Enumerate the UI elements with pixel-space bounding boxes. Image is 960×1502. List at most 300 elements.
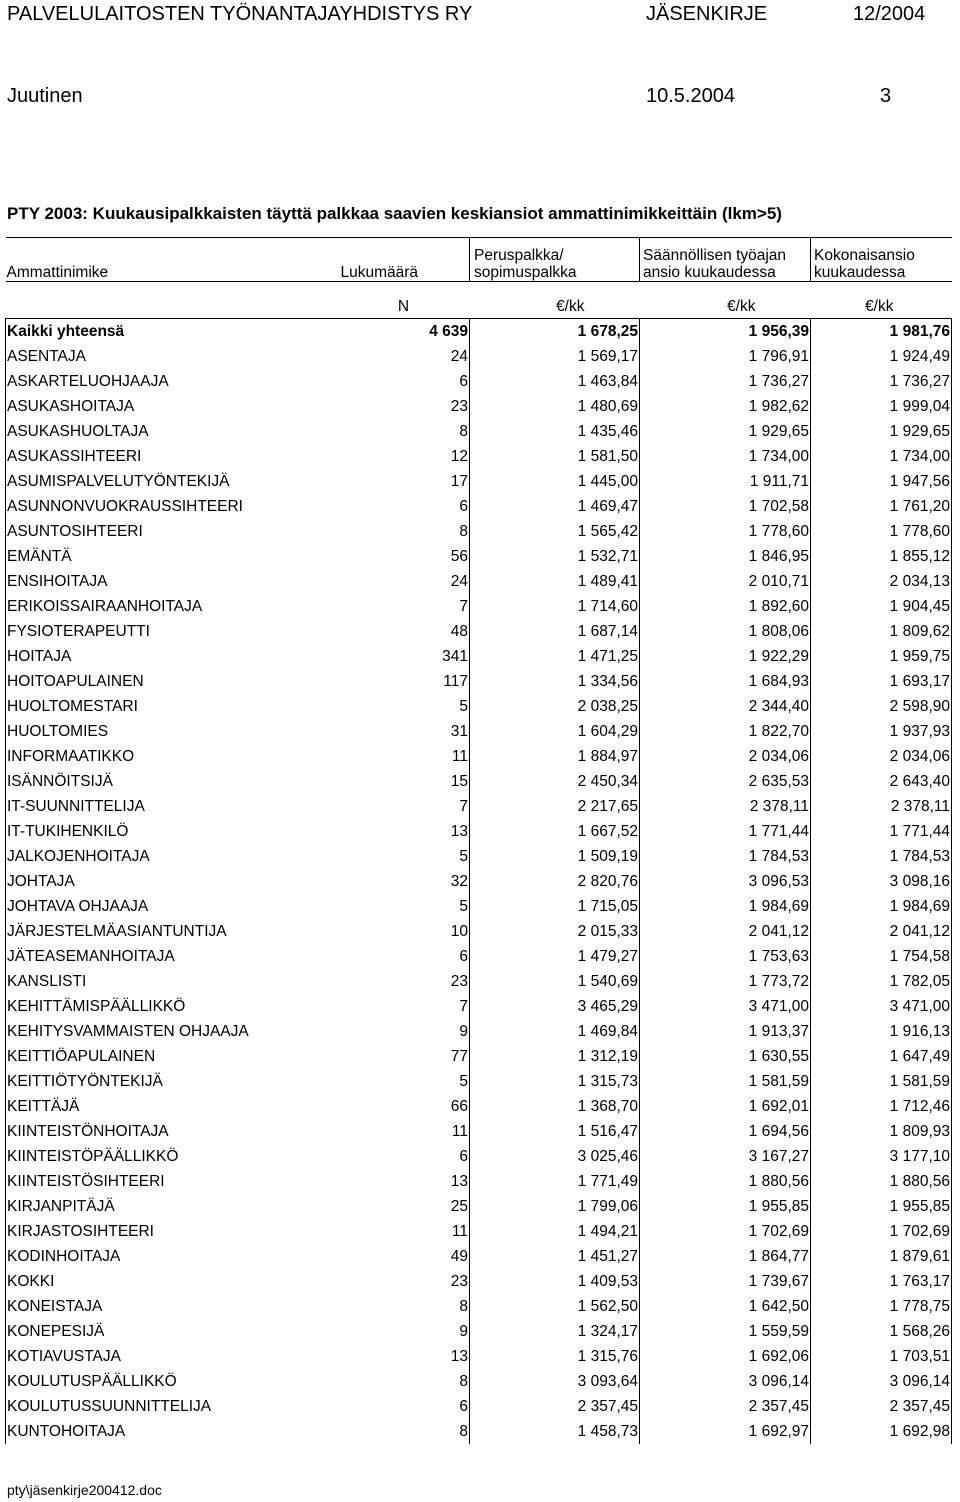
cell-base-salary: 1 458,73 bbox=[470, 1419, 640, 1444]
cell-total-pay: 2 034,13 bbox=[811, 569, 952, 594]
cell-count: 31 bbox=[338, 719, 470, 744]
cell-regular-pay: 1 922,29 bbox=[640, 644, 811, 669]
cell-base-salary: 3 093,64 bbox=[470, 1369, 640, 1394]
cell-base-salary: 1 715,05 bbox=[470, 894, 640, 919]
column-header-regular-pay-line2: ansio kuukaudessa bbox=[643, 264, 776, 281]
cell-base-salary: 3 465,29 bbox=[470, 994, 640, 1019]
cell-regular-pay: 2 010,71 bbox=[640, 569, 811, 594]
cell-regular-pay: 2 034,06 bbox=[640, 744, 811, 769]
cell-occupation: ASKARTELUOHJAAJA bbox=[6, 369, 338, 394]
cell-total-pay: 1 647,49 bbox=[811, 1044, 952, 1069]
cell-regular-pay: 1 796,91 bbox=[640, 344, 811, 369]
cell-total-pay: 1 712,46 bbox=[811, 1094, 952, 1119]
cell-total-pay: 1 778,60 bbox=[811, 519, 952, 544]
table-row bbox=[6, 969, 952, 994]
cell-total-pay: 1 761,20 bbox=[811, 494, 952, 519]
column-header-title bbox=[6, 238, 338, 282]
table-row bbox=[6, 1069, 952, 1094]
cell-occupation: HOITOAPULAINEN bbox=[6, 669, 338, 694]
cell-count: 77 bbox=[338, 1044, 470, 1069]
cell-total-pay: 1 771,44 bbox=[811, 819, 952, 844]
cell-total-pay: 2 034,06 bbox=[811, 744, 952, 769]
cell-count: 5 bbox=[338, 894, 470, 919]
cell-total-pay: 1 778,75 bbox=[811, 1294, 952, 1319]
cell-count: 8 bbox=[338, 419, 470, 444]
table-row bbox=[6, 519, 952, 544]
cell-total-pay: 1 763,17 bbox=[811, 1269, 952, 1294]
cell-occupation: ASUKASHUOLTAJA bbox=[6, 419, 338, 444]
organization-name: PALVELULAITOSTEN TYÖNANTAJAYHDISTYS RY bbox=[7, 3, 473, 25]
cell-occupation: KIRJASTOSIHTEERI bbox=[6, 1219, 338, 1244]
cell-occupation: KODINHOITAJA bbox=[6, 1244, 338, 1269]
table-row bbox=[6, 894, 952, 919]
cell-base-salary: 2 015,33 bbox=[470, 919, 640, 944]
table-row bbox=[6, 469, 952, 494]
cell-total-pay: 1 937,93 bbox=[811, 719, 952, 744]
cell-regular-pay: 2 344,40 bbox=[640, 694, 811, 719]
cell-occupation: KOKKI bbox=[6, 1269, 338, 1294]
cell-base-salary: 1 480,69 bbox=[470, 394, 640, 419]
cell-regular-pay: 1 753,63 bbox=[640, 944, 811, 969]
cell-count: 8 bbox=[338, 1294, 470, 1319]
cell-regular-pay: 1 911,71 bbox=[640, 469, 811, 494]
cell-total-pay: 2 041,12 bbox=[811, 919, 952, 944]
cell-regular-pay: 1 880,56 bbox=[640, 1169, 811, 1194]
table-row bbox=[6, 1319, 952, 1344]
column-header-total-pay-line1: Kokonaisansio bbox=[814, 247, 915, 264]
cell-occupation: KANSLISTI bbox=[6, 969, 338, 994]
cell-total-pay: 1 924,49 bbox=[811, 344, 952, 369]
unit-title bbox=[6, 282, 338, 319]
cell-occupation: KEHITYSVAMMAISTEN OHJAAJA bbox=[6, 1019, 338, 1044]
cell-regular-pay: 2 041,12 bbox=[640, 919, 811, 944]
cell-count: 24 bbox=[338, 569, 470, 594]
cell-count: 9 bbox=[338, 1019, 470, 1044]
unit-count: N bbox=[338, 282, 470, 319]
cell-count: 7 bbox=[338, 794, 470, 819]
cell-count: 23 bbox=[338, 394, 470, 419]
cell-base-salary: 1 714,60 bbox=[470, 594, 640, 619]
table-row bbox=[6, 769, 952, 794]
cell-count: 8 bbox=[338, 1369, 470, 1394]
table-row bbox=[6, 1419, 952, 1444]
cell-base-salary: 1 799,06 bbox=[470, 1194, 640, 1219]
cell-count: 23 bbox=[338, 969, 470, 994]
cell-total-pay: 1 880,56 bbox=[811, 1169, 952, 1194]
cell-total-pay: 1 999,04 bbox=[811, 394, 952, 419]
cell-regular-pay: 1 913,37 bbox=[640, 1019, 811, 1044]
cell-regular-pay: 2 635,53 bbox=[640, 769, 811, 794]
cell-regular-pay: 1 692,01 bbox=[640, 1094, 811, 1119]
table-row bbox=[6, 444, 952, 469]
cell-occupation: KOULUTUSPÄÄLLIKKÖ bbox=[6, 1369, 338, 1394]
cell-count: 341 bbox=[338, 644, 470, 669]
table-row bbox=[6, 694, 952, 719]
cell-regular-pay: 1 684,93 bbox=[640, 669, 811, 694]
cell-total-pay: 3 096,14 bbox=[811, 1369, 952, 1394]
cell-occupation: KEITTIÖTYÖNTEKIJÄ bbox=[6, 1069, 338, 1094]
table-row bbox=[6, 1119, 952, 1144]
cell-occupation: JOHTAVA OHJAAJA bbox=[6, 894, 338, 919]
table-row bbox=[6, 1094, 952, 1119]
cell-base-salary: 1 509,19 bbox=[470, 844, 640, 869]
cell-base-salary: 2 217,65 bbox=[470, 794, 640, 819]
cell-total-pay: 1 916,13 bbox=[811, 1019, 952, 1044]
cell-count: 15 bbox=[338, 769, 470, 794]
cell-count: 11 bbox=[338, 744, 470, 769]
cell-regular-pay: 1 734,00 bbox=[640, 444, 811, 469]
cell-total-pay: 1 981,76 bbox=[811, 319, 952, 345]
cell-regular-pay: 1 694,56 bbox=[640, 1119, 811, 1144]
column-header-base-salary bbox=[470, 238, 640, 282]
cell-base-salary: 1 409,53 bbox=[470, 1269, 640, 1294]
cell-base-salary: 1 687,14 bbox=[470, 619, 640, 644]
cell-count: 8 bbox=[338, 519, 470, 544]
total-row bbox=[6, 319, 952, 345]
cell-base-salary: 1 569,17 bbox=[470, 344, 640, 369]
cell-occupation: KEITTIÖAPULAINEN bbox=[6, 1044, 338, 1069]
cell-regular-pay: 2 357,45 bbox=[640, 1394, 811, 1419]
column-header-base-salary-line2: sopimuspalkka bbox=[474, 264, 577, 281]
cell-base-salary: 1 540,69 bbox=[470, 969, 640, 994]
table-row bbox=[6, 919, 952, 944]
cell-occupation: INFORMAATIKKO bbox=[6, 744, 338, 769]
cell-occupation: KOULUTUSSUUNNITTELIJA bbox=[6, 1394, 338, 1419]
column-header-regular-pay bbox=[640, 238, 811, 282]
cell-count: 6 bbox=[338, 1394, 470, 1419]
table-row bbox=[6, 569, 952, 594]
table-row bbox=[6, 1269, 952, 1294]
table-row bbox=[6, 669, 952, 694]
table-row bbox=[6, 369, 952, 394]
cell-total-pay: 1 784,53 bbox=[811, 844, 952, 869]
cell-occupation: KONEPESIJÄ bbox=[6, 1319, 338, 1344]
cell-total-pay: 1 947,56 bbox=[811, 469, 952, 494]
cell-count: 32 bbox=[338, 869, 470, 894]
cell-total-pay: 1 782,05 bbox=[811, 969, 952, 994]
cell-total-pay: 1 929,65 bbox=[811, 419, 952, 444]
cell-regular-pay: 1 955,85 bbox=[640, 1194, 811, 1219]
cell-regular-pay: 1 956,39 bbox=[640, 319, 811, 345]
unit-base-salary: €/kk bbox=[470, 282, 640, 319]
cell-count: 56 bbox=[338, 544, 470, 569]
cell-total-pay: 1 693,17 bbox=[811, 669, 952, 694]
cell-count: 6 bbox=[338, 494, 470, 519]
cell-regular-pay: 1 822,70 bbox=[640, 719, 811, 744]
cell-occupation: HUOLTOMIES bbox=[6, 719, 338, 744]
footer-file-path: pty\jäsenkirje200412.doc bbox=[7, 1482, 162, 1498]
cell-total-pay: 3 471,00 bbox=[811, 994, 952, 1019]
cell-base-salary: 2 357,45 bbox=[470, 1394, 640, 1419]
table-row bbox=[6, 944, 952, 969]
cell-base-salary: 1 315,76 bbox=[470, 1344, 640, 1369]
cell-regular-pay: 1 630,55 bbox=[640, 1044, 811, 1069]
cell-regular-pay: 1 702,69 bbox=[640, 1219, 811, 1244]
cell-regular-pay: 1 642,50 bbox=[640, 1294, 811, 1319]
cell-base-salary: 2 038,25 bbox=[470, 694, 640, 719]
cell-base-salary: 1 532,71 bbox=[470, 544, 640, 569]
issue-number: 12/2004 bbox=[853, 3, 926, 25]
cell-count: 5 bbox=[338, 1069, 470, 1094]
cell-occupation: ASUKASHOITAJA bbox=[6, 394, 338, 419]
table-row bbox=[6, 1169, 952, 1194]
cell-regular-pay: 1 984,69 bbox=[640, 894, 811, 919]
table-row bbox=[6, 594, 952, 619]
cell-total-pay: 1 809,93 bbox=[811, 1119, 952, 1144]
cell-regular-pay: 1 692,97 bbox=[640, 1419, 811, 1444]
cell-base-salary: 1 463,84 bbox=[470, 369, 640, 394]
column-header-count bbox=[338, 238, 470, 282]
table-row bbox=[6, 419, 952, 444]
cell-regular-pay: 1 784,53 bbox=[640, 844, 811, 869]
cell-total-pay: 2 357,45 bbox=[811, 1394, 952, 1419]
cell-base-salary: 2 820,76 bbox=[470, 869, 640, 894]
cell-total-pay: 1 581,59 bbox=[811, 1069, 952, 1094]
table-row bbox=[6, 644, 952, 669]
cell-count: 17 bbox=[338, 469, 470, 494]
cell-total-pay: 1 736,27 bbox=[811, 369, 952, 394]
cell-base-salary: 1 445,00 bbox=[470, 469, 640, 494]
unit-regular-pay: €/kk bbox=[640, 282, 811, 319]
cell-regular-pay: 3 096,53 bbox=[640, 869, 811, 894]
table-row bbox=[6, 1019, 952, 1044]
table-row bbox=[6, 844, 952, 869]
cell-regular-pay: 1 739,67 bbox=[640, 1269, 811, 1294]
cell-count: 11 bbox=[338, 1119, 470, 1144]
cell-regular-pay: 1 771,44 bbox=[640, 819, 811, 844]
cell-occupation: KIINTEISTÖNHOITAJA bbox=[6, 1119, 338, 1144]
cell-occupation: KOTIAVUSTAJA bbox=[6, 1344, 338, 1369]
table-row bbox=[6, 719, 952, 744]
cell-regular-pay: 1 808,06 bbox=[640, 619, 811, 644]
cell-base-salary: 1 771,49 bbox=[470, 1169, 640, 1194]
table-row bbox=[6, 869, 952, 894]
cell-base-salary: 1 315,73 bbox=[470, 1069, 640, 1094]
author-name: Juutinen bbox=[7, 85, 83, 107]
cell-occupation: JÄTEASEMANHOITAJA bbox=[6, 944, 338, 969]
cell-base-salary: 1 469,84 bbox=[470, 1019, 640, 1044]
cell-count: 13 bbox=[338, 1344, 470, 1369]
table-row bbox=[6, 344, 952, 369]
cell-count: 7 bbox=[338, 594, 470, 619]
cell-regular-pay: 1 892,60 bbox=[640, 594, 811, 619]
cell-base-salary: 2 450,34 bbox=[470, 769, 640, 794]
cell-occupation: ASUNNONVUOKRAUSSIHTEERI bbox=[6, 494, 338, 519]
cell-base-salary: 1 581,50 bbox=[470, 444, 640, 469]
cell-total-pay: 1 702,69 bbox=[811, 1219, 952, 1244]
cell-count: 23 bbox=[338, 1269, 470, 1294]
cell-occupation: ASUKASSIHTEERI bbox=[6, 444, 338, 469]
cell-regular-pay: 1 929,65 bbox=[640, 419, 811, 444]
cell-regular-pay: 1 692,06 bbox=[640, 1344, 811, 1369]
cell-total-pay: 3 098,16 bbox=[811, 869, 952, 894]
cell-occupation: KUNTOHOITAJA bbox=[6, 1419, 338, 1444]
cell-base-salary: 1 516,47 bbox=[470, 1119, 640, 1144]
column-header-base-salary-line1: Peruspalkka/ bbox=[474, 247, 564, 264]
cell-base-salary: 1 604,29 bbox=[470, 719, 640, 744]
cell-base-salary: 1 368,70 bbox=[470, 1094, 640, 1119]
table-row bbox=[6, 1219, 952, 1244]
cell-count: 12 bbox=[338, 444, 470, 469]
cell-base-salary: 1 479,27 bbox=[470, 944, 640, 969]
cell-occupation: KIINTEISTÖPÄÄLLIKKÖ bbox=[6, 1144, 338, 1169]
cell-regular-pay: 1 581,59 bbox=[640, 1069, 811, 1094]
table-row bbox=[6, 1044, 952, 1069]
cell-count: 13 bbox=[338, 819, 470, 844]
salary-table bbox=[5, 237, 952, 1444]
cell-base-salary: 3 025,46 bbox=[470, 1144, 640, 1169]
cell-occupation: EMÄNTÄ bbox=[6, 544, 338, 569]
cell-count: 25 bbox=[338, 1194, 470, 1219]
cell-regular-pay: 3 167,27 bbox=[640, 1144, 811, 1169]
cell-occupation: FYSIOTERAPEUTTI bbox=[6, 619, 338, 644]
cell-count: 7 bbox=[338, 994, 470, 1019]
table-row bbox=[6, 494, 952, 519]
cell-occupation: HOITAJA bbox=[6, 644, 338, 669]
cell-base-salary: 1 678,25 bbox=[470, 319, 640, 345]
cell-total-pay: 2 598,90 bbox=[811, 694, 952, 719]
cell-occupation: ASENTAJA bbox=[6, 344, 338, 369]
cell-occupation: JÄRJESTELMÄASIANTUNTIJA bbox=[6, 919, 338, 944]
cell-base-salary: 1 494,21 bbox=[470, 1219, 640, 1244]
table-title: PTY 2003: Kuukausipalkkaisten täyttä palkkaa saavien keskiansiot ammattinimikkeittäin (lkm>5) bbox=[7, 204, 782, 223]
cell-regular-pay: 1 864,77 bbox=[640, 1244, 811, 1269]
cell-occupation: JOHTAJA bbox=[6, 869, 338, 894]
cell-regular-pay: 1 982,62 bbox=[640, 394, 811, 419]
cell-count: 13 bbox=[338, 1169, 470, 1194]
cell-total-pay: 1 904,45 bbox=[811, 594, 952, 619]
cell-total-pay: 1 959,75 bbox=[811, 644, 952, 669]
cell-count: 4 639 bbox=[338, 319, 470, 345]
document-date: 10.5.2004 bbox=[646, 85, 735, 107]
column-header-count-text: Lukumäärä bbox=[340, 264, 419, 281]
table-row bbox=[6, 619, 952, 644]
cell-count: 11 bbox=[338, 1219, 470, 1244]
cell-count: 10 bbox=[338, 919, 470, 944]
cell-occupation: IT-SUUNNITTELIJA bbox=[6, 794, 338, 819]
column-header-total-pay bbox=[811, 238, 952, 282]
table-row bbox=[6, 1344, 952, 1369]
cell-regular-pay: 1 702,58 bbox=[640, 494, 811, 519]
cell-base-salary: 1 489,41 bbox=[470, 569, 640, 594]
cell-count: 6 bbox=[338, 1144, 470, 1169]
cell-total-pay: 1 984,69 bbox=[811, 894, 952, 919]
table-row bbox=[6, 819, 952, 844]
cell-base-salary: 1 667,52 bbox=[470, 819, 640, 844]
cell-base-salary: 1 451,27 bbox=[470, 1244, 640, 1269]
table-row bbox=[6, 1144, 952, 1169]
cell-total-pay: 1 692,98 bbox=[811, 1419, 952, 1444]
cell-occupation: Kaikki yhteensä bbox=[6, 319, 338, 345]
cell-count: 49 bbox=[338, 1244, 470, 1269]
cell-count: 9 bbox=[338, 1319, 470, 1344]
cell-occupation: IT-TUKIHENKILÖ bbox=[6, 819, 338, 844]
table-row bbox=[6, 1369, 952, 1394]
cell-total-pay: 2 378,11 bbox=[811, 794, 952, 819]
cell-occupation: KIINTEISTÖSIHTEERI bbox=[6, 1169, 338, 1194]
cell-count: 6 bbox=[338, 369, 470, 394]
cell-count: 24 bbox=[338, 344, 470, 369]
cell-regular-pay: 2 378,11 bbox=[640, 794, 811, 819]
cell-regular-pay: 1 846,95 bbox=[640, 544, 811, 569]
cell-total-pay: 1 809,62 bbox=[811, 619, 952, 644]
cell-base-salary: 1 435,46 bbox=[470, 419, 640, 444]
table-row bbox=[6, 1194, 952, 1219]
cell-base-salary: 1 471,25 bbox=[470, 644, 640, 669]
document-type: JÄSENKIRJE bbox=[646, 3, 768, 25]
cell-total-pay: 1 734,00 bbox=[811, 444, 952, 469]
page-number: 3 bbox=[880, 85, 892, 107]
cell-base-salary: 1 334,56 bbox=[470, 669, 640, 694]
cell-total-pay: 2 643,40 bbox=[811, 769, 952, 794]
table-row bbox=[6, 994, 952, 1019]
cell-count: 66 bbox=[338, 1094, 470, 1119]
cell-regular-pay: 3 096,14 bbox=[640, 1369, 811, 1394]
column-header-row bbox=[6, 238, 952, 282]
cell-occupation: ENSIHOITAJA bbox=[6, 569, 338, 594]
column-header-title-text: Ammattinimike bbox=[6, 264, 109, 281]
table-row bbox=[6, 794, 952, 819]
cell-occupation: ASUMISPALVELUTYÖNTEKIJÄ bbox=[6, 469, 338, 494]
cell-occupation: ASUNTOSIHTEERI bbox=[6, 519, 338, 544]
table-row bbox=[6, 394, 952, 419]
cell-count: 5 bbox=[338, 844, 470, 869]
cell-total-pay: 3 177,10 bbox=[811, 1144, 952, 1169]
salary-table-body bbox=[6, 238, 952, 1445]
cell-total-pay: 1 703,51 bbox=[811, 1344, 952, 1369]
cell-base-salary: 1 562,50 bbox=[470, 1294, 640, 1319]
column-header-total-pay-line2: kuukaudessa bbox=[814, 264, 906, 281]
cell-regular-pay: 1 778,60 bbox=[640, 519, 811, 544]
cell-occupation: ISÄNNÖITSIJÄ bbox=[6, 769, 338, 794]
cell-regular-pay: 3 471,00 bbox=[640, 994, 811, 1019]
cell-occupation: KONEISTAJA bbox=[6, 1294, 338, 1319]
cell-occupation: ERIKOISSAIRAANHOITAJA bbox=[6, 594, 338, 619]
cell-count: 8 bbox=[338, 1419, 470, 1444]
cell-total-pay: 1 855,12 bbox=[811, 544, 952, 569]
column-header-regular-pay-line1: Säännöllisen työajan bbox=[643, 247, 787, 264]
cell-count: 6 bbox=[338, 944, 470, 969]
cell-total-pay: 1 754,58 bbox=[811, 944, 952, 969]
cell-total-pay: 1 955,85 bbox=[811, 1194, 952, 1219]
cell-regular-pay: 1 559,59 bbox=[640, 1319, 811, 1344]
cell-count: 48 bbox=[338, 619, 470, 644]
cell-occupation: JALKOJENHOITAJA bbox=[6, 844, 338, 869]
cell-total-pay: 1 568,26 bbox=[811, 1319, 952, 1344]
cell-occupation: KIRJANPITÄJÄ bbox=[6, 1194, 338, 1219]
table-row bbox=[6, 1394, 952, 1419]
cell-base-salary: 1 884,97 bbox=[470, 744, 640, 769]
cell-base-salary: 1 324,17 bbox=[470, 1319, 640, 1344]
table-row bbox=[6, 1244, 952, 1269]
unit-total-pay: €/kk bbox=[811, 282, 952, 319]
cell-total-pay: 1 879,61 bbox=[811, 1244, 952, 1269]
table-row bbox=[6, 544, 952, 569]
cell-occupation: HUOLTOMESTARI bbox=[6, 694, 338, 719]
cell-count: 5 bbox=[338, 694, 470, 719]
cell-regular-pay: 1 736,27 bbox=[640, 369, 811, 394]
units-row bbox=[6, 282, 952, 319]
cell-base-salary: 1 312,19 bbox=[470, 1044, 640, 1069]
table-row bbox=[6, 1294, 952, 1319]
cell-occupation: KEITTÄJÄ bbox=[6, 1094, 338, 1119]
cell-count: 117 bbox=[338, 669, 470, 694]
cell-base-salary: 1 469,47 bbox=[470, 494, 640, 519]
cell-regular-pay: 1 773,72 bbox=[640, 969, 811, 994]
cell-base-salary: 1 565,42 bbox=[470, 519, 640, 544]
table-row bbox=[6, 744, 952, 769]
cell-occupation: KEHITTÄMISPÄÄLLIKKÖ bbox=[6, 994, 338, 1019]
